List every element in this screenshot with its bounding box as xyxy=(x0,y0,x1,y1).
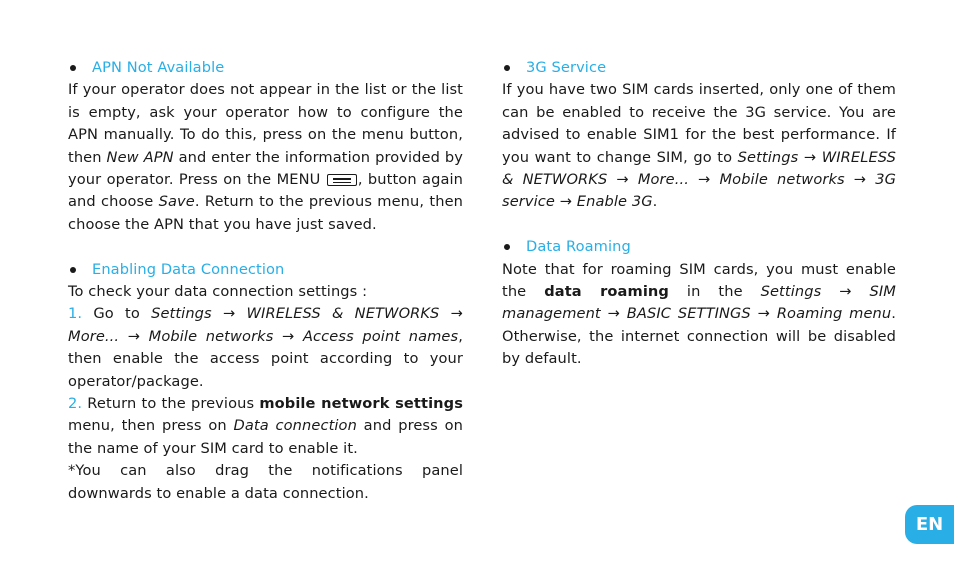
apn-text-3: , button again and choose xyxy=(68,171,463,211)
data-roaming-text: data roaming xyxy=(544,283,669,301)
settings-path-settings: Settings xyxy=(151,305,212,323)
service-3g-body xyxy=(502,79,896,213)
bullet-icon xyxy=(70,65,76,71)
apn-text-2: and enter the information provided by your operator. Press on the MENU xyxy=(68,148,463,189)
apn-text-1: If your operator does not appear in the list or the list is empty, ask your operator how to configure the APN manually. To do this, press on the menu button, then xyxy=(68,81,463,166)
step-2 xyxy=(68,393,463,460)
step-2-number: 2. xyxy=(68,395,83,413)
data-connection-body xyxy=(68,281,463,505)
data-roaming-section xyxy=(502,236,896,370)
data-roaming-heading-text: Data Roaming xyxy=(526,238,631,256)
step-2-text-c: and press on the name of your SIM card to enable it. xyxy=(68,417,463,457)
save-text: Save xyxy=(158,193,195,211)
roaming-text-1: Note that for roaming SIM cards, you must enable the xyxy=(502,260,896,301)
data-roaming-heading xyxy=(502,236,896,258)
step-1-number: 1. xyxy=(68,305,83,323)
bullet-icon xyxy=(504,65,510,71)
language-badge: EN xyxy=(905,505,954,544)
data-connection-note: *You can also drag the notifications panel downwards to enable a data connection. xyxy=(68,462,463,502)
settings-path-wireless: WIRELESS & NETWORKS xyxy=(502,148,896,189)
roaming-text-3: . Otherwise, the internet connection will be disabled by default. xyxy=(502,305,896,368)
service-3g-heading xyxy=(502,57,896,79)
data-connection-intro: To check your data connection settings : xyxy=(68,283,368,301)
arrow-icon: → xyxy=(607,171,638,189)
arrow-icon: → xyxy=(554,193,577,211)
service-3g-section xyxy=(502,57,896,214)
step-2-text-a: Return to the previous xyxy=(82,395,260,413)
data-connection-option: Data connection xyxy=(233,417,357,435)
arrow-icon: → xyxy=(119,327,149,345)
service-3g-end: . xyxy=(652,193,658,211)
bullet-icon xyxy=(504,244,510,250)
data-connection-section xyxy=(68,259,463,505)
settings-path-settings: Settings xyxy=(737,148,799,166)
new-apn-text: New APN xyxy=(106,148,174,166)
step-1-text-b: , then enable the access point according to your operator/package. xyxy=(68,327,463,390)
settings-path-wireless: WIRELESS & NETWORKS xyxy=(246,305,440,323)
step-1 xyxy=(68,303,463,393)
arrow-icon: → xyxy=(821,283,870,301)
settings-path-mobile-networks: Mobile networks xyxy=(148,327,274,345)
apn-body xyxy=(68,79,463,236)
settings-path-more: More... xyxy=(637,171,689,189)
settings-path-mobile-networks: Mobile networks xyxy=(719,171,845,189)
settings-path-access-point: Access point names xyxy=(302,327,459,345)
settings-path-sim-management: SIM management xyxy=(502,283,896,323)
arrow-icon: → xyxy=(844,171,876,189)
arrow-icon: → xyxy=(798,148,822,166)
settings-path-settings: Settings xyxy=(760,283,822,301)
apn-text-4: . Return to the previous menu, then choose the APN that you have just saved. xyxy=(68,193,463,233)
settings-path-more: More... xyxy=(68,327,120,345)
arrow-icon: → xyxy=(273,327,303,345)
step-1-text-a: Go to xyxy=(82,305,152,323)
arrow-icon: → xyxy=(750,305,777,323)
menu-icon xyxy=(327,174,357,186)
arrow-icon: → xyxy=(439,305,463,323)
step-2-text-b: menu, then press on xyxy=(68,417,234,435)
data-roaming-body xyxy=(502,259,896,371)
service-3g-heading-text: 3G Service xyxy=(526,59,607,76)
mobile-network-settings-text: mobile network settings xyxy=(259,395,463,413)
apn-heading xyxy=(68,57,463,79)
data-connection-heading xyxy=(68,259,463,281)
settings-path-enable-3g: Enable 3G xyxy=(576,193,653,211)
apn-section xyxy=(68,57,463,236)
service-3g-text-1: If you have two SIM cards inserted, only one of them can be enabled to receive the 3G service. You are advised to enable SIM1 for the best performance. If you want to change SIM, go to xyxy=(502,81,896,166)
arrow-icon: → xyxy=(688,171,720,189)
apn-heading-text: APN Not Available xyxy=(92,59,225,76)
arrow-icon: → xyxy=(600,305,627,323)
settings-path-roaming-menu: Roaming menu xyxy=(776,305,892,323)
settings-path-basic-settings: BASIC SETTINGS xyxy=(626,305,751,323)
right-column xyxy=(502,57,896,393)
bullet-icon xyxy=(70,267,76,273)
settings-path-3g-service: 3G service xyxy=(502,171,897,211)
arrow-icon: → xyxy=(211,305,247,323)
roaming-text-2: in the xyxy=(668,283,761,301)
left-column xyxy=(68,57,463,527)
data-connection-heading-text: Enabling Data Connection xyxy=(92,260,285,278)
